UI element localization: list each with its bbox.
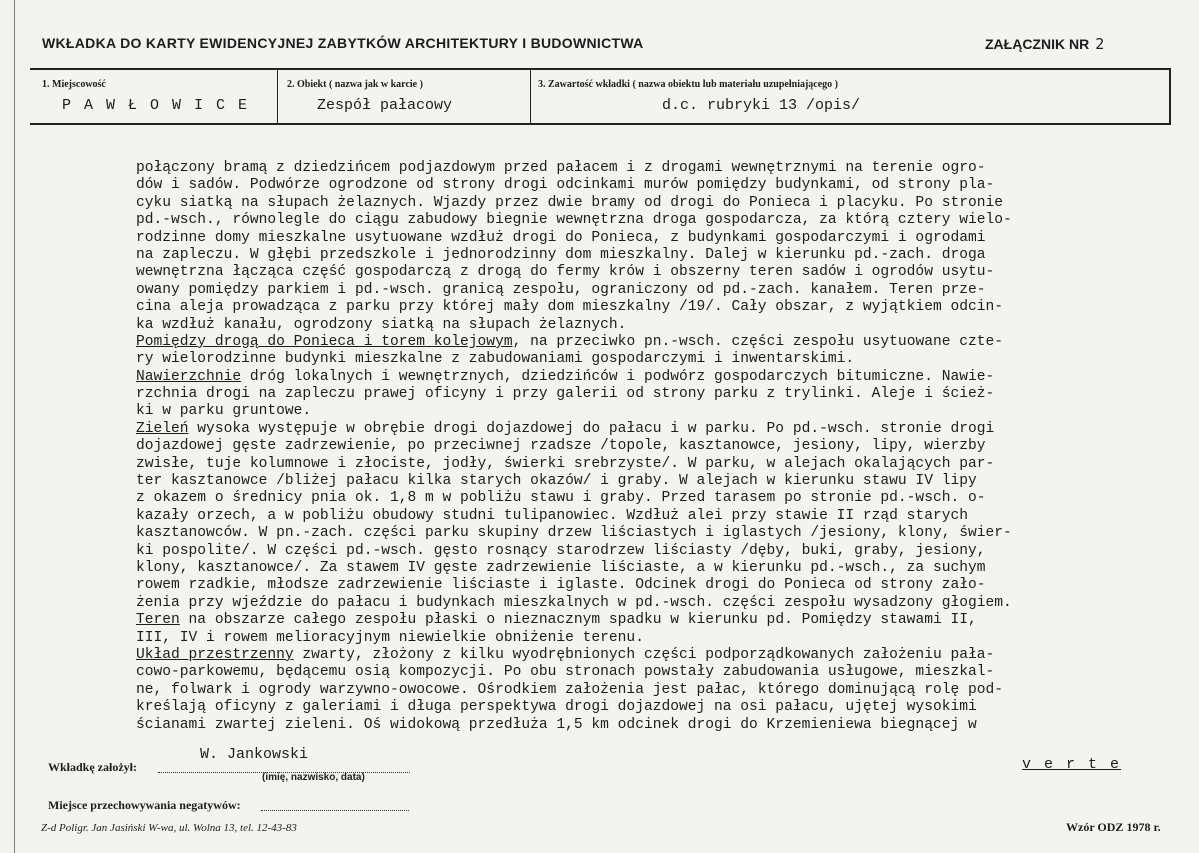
body-line: Układ przestrzenny zwarty, złożony z kilku wyodrębnionych części podporządkowanych założeniu pała- bbox=[136, 646, 995, 663]
negatives-dotted-line bbox=[261, 810, 409, 811]
fields-bottom-rule bbox=[30, 123, 1171, 125]
body-line: wewnętrzna łącząca część gospodarczą z drogą do fermy krów i obszerny teren sadów i ogrodów usytu- bbox=[136, 264, 995, 281]
object-label-paren: ( nazwa jak w karcie ) bbox=[328, 79, 423, 90]
content-label-text: 3. Zawartość wkładki bbox=[538, 79, 630, 90]
form-title: WKŁADKA DO KARTY EWIDENCYJNEJ ZABYTKÓW ARCHITEKTURY I BUDOWNICTWA bbox=[42, 35, 644, 51]
body-line: żenia przy wjeździe do pałacu i budynkach mieszkalnych w pd.-wsch. części zespołu wysadzony głogiem. bbox=[136, 594, 1012, 611]
description-text bbox=[136, 160, 1146, 734]
body-line: Pomiędzy drogą do Ponieca i torem kolejowym, na przeciwko pn.-wsch. części zespołu usytuowane czte- bbox=[136, 333, 1004, 350]
body-line: połączony bramą z dziedzińcem podjazdowym przed pałacem i z drogami wewnętrznymi na terenie ogro- bbox=[136, 160, 986, 176]
body-line: owany pomiędzy parkiem i pd.-wsch. granicą zespołu, ograniczony od pd.-zach. kanałem. Teren prze- bbox=[136, 281, 986, 298]
body-line: dojazdowej gęste zadrzewienie, po przeciwnej rzadsze /topole, kasztanowce, jesiony, lipy, wierzby bbox=[136, 438, 986, 455]
printer-imprint: Z-d Poligr. Jan Jasiński W-wa, ul. Wolna 13, tel. 12-43-83 bbox=[41, 822, 297, 834]
body-line: ka wzdłuż kanału, ogrodzony siatką na słupach żelaznych. bbox=[136, 316, 627, 333]
locality-value: P A W Ł O W I C E bbox=[62, 97, 250, 114]
body-line: Nawierzchnie dróg lokalnych i wewnętrznych, dziedzińców i podwórz gospodarczych bitumiczne. Nawie- bbox=[136, 368, 995, 385]
negatives-label: Miejsce przechowywania negatywów: bbox=[48, 798, 241, 812]
object-label bbox=[287, 79, 423, 90]
body-line: klony, kasztanowce/. Za stawem IV gęste zadrzewienie liściaste, a w kierunku pd.-wsch., za suchym bbox=[136, 559, 986, 576]
section-heading: Układ przestrzenny bbox=[136, 646, 294, 663]
body-line: III, IV i rowem melioracyjnym niewielkie obniżenie terenu. bbox=[136, 629, 644, 646]
form-code: Wzór ODZ 1978 r. bbox=[1066, 820, 1161, 834]
body-line: kazały orzech, a w pobliżu obudowy studni tulipanowiec. Wzdłuż alei przy stawie II rząd starych bbox=[136, 507, 968, 524]
section-heading: Nawierzchnie bbox=[136, 368, 242, 385]
annex-label bbox=[985, 35, 1104, 53]
body-line: zwisłe, tuje kolumnowe i złociste, jodły, świerki srebrzyste/. W parku, w alejach okalających par- bbox=[136, 455, 995, 472]
annex-label-text: ZAŁĄCZNIK NR bbox=[985, 36, 1090, 52]
body-line: ry wielorodzinne budynki mieszkalne z zabudowaniami gospodarczymi i inwentarskimi. bbox=[136, 351, 855, 368]
section-heading: Teren bbox=[136, 612, 180, 629]
body-line: Teren na obszarze całego zespołu płaski o nieznacznym spadku w kierunku pd. Pomiędzy stawami II, bbox=[136, 612, 977, 629]
inserted-by-label: Wkładkę założył: bbox=[48, 760, 137, 774]
body-line: ki w parku gruntowe. bbox=[136, 403, 312, 420]
body-line: dów i sadów. Podwórze ogrodzone od strony drogi odcinkami murów pomiędzy budynkami, od strony pla- bbox=[136, 177, 995, 194]
fields-divider-1 bbox=[277, 68, 278, 125]
body-line: na zapleczu. W głębi przedszkole i jednorodzinny dom mieszkalny. Dalej w kierunku pd.-zach. droga bbox=[136, 246, 986, 263]
body-line: ścianami zwartej zieleni. Oś widokową przedłuża 1,5 km odcinek drogi do Krzemieniewa biegnącej w bbox=[136, 716, 977, 733]
body-line: cowo-parkowemu, będącemu osią kompozycji. Po obu stronach powstały zabudowania usługowe, mieszkal- bbox=[136, 664, 995, 681]
section-heading: Zieleń bbox=[136, 420, 189, 437]
fields-right-rule bbox=[1169, 68, 1171, 125]
body-line: ter kasztanowce /bliżej pałacu kilka starych okazów/ i graby. W alejach w kierunku stawu IV lipy bbox=[136, 473, 977, 490]
content-label bbox=[538, 79, 838, 90]
body-line: pd.-wsch., równolegle do ciągu zabudowy biegnie wewnętrzna droga gospodarcza, za którą cztery wielo- bbox=[136, 212, 1012, 229]
verte-note: v e r t e bbox=[1022, 756, 1122, 773]
body-line: cyku siatką na słupach żelaznych. Wjazdy przez dwie bramy od drogi do Ponieca i placyku. Po stronie bbox=[136, 194, 1004, 211]
content-label-paren: ( nazwa obiektu lub materiału uzupełniającego ) bbox=[632, 79, 839, 90]
object-label-text: 2. Obiekt bbox=[287, 79, 327, 90]
body-line: ne, folwark i ogrody warzywno-owocowe. Ośrodkiem założenia jest pałac, którego dominującą rolę pod- bbox=[136, 681, 1004, 698]
body-line: ki pospolite/. W części pd.-wsch. gęsto rosnący starodrzew liściasty /dęby, buki, graby, jesiony, bbox=[136, 542, 986, 559]
body-line: rodzinne domy mieszkalne usytuowane wzdłuż drogi do Ponieca, z budynkami gospodarczymi i ogrodami bbox=[136, 229, 986, 246]
object-value: Zespół pałacowy bbox=[317, 97, 453, 114]
body-line: z okazem o średnicy pnia ok. 1,8 m w pobliżu stawu i graby. Przed tarasem po stronie pd.-wsch. o- bbox=[136, 490, 986, 507]
inserted-by-caption: (imię, nazwisko, data) bbox=[262, 772, 365, 783]
fields-top-rule bbox=[30, 68, 1171, 70]
locality-label: 1. Miejscowość bbox=[42, 79, 106, 90]
page-left-border bbox=[14, 0, 15, 853]
section-heading: Pomiędzy drogą do Ponieca i torem kolejowym bbox=[136, 333, 513, 350]
body-line: cina aleja prowadząca z parku przy której mały dom mieszkalny /19/. Cały obszar, z wyjątkiem odcin- bbox=[136, 299, 1004, 316]
body-line: kreślają oficyny z galeriami i długa perspektywa drogi dojazdowej na osi pałacu, ujętej wysokimi bbox=[136, 699, 977, 716]
body-line: Zieleń wysoka występuje w obrębie drogi dojazdowej do pałacu i w parku. Po pd.-wsch. stronie drogi bbox=[136, 420, 995, 437]
fields-divider-2 bbox=[530, 68, 531, 125]
content-value: d.c. rubryki 13 /opis/ bbox=[662, 97, 861, 114]
annex-number: 2 bbox=[1095, 35, 1105, 53]
body-line: kasztanowców. W pn.-zach. części parku skupiny drzew liściastych i iglastych /jesiony, klony, świer- bbox=[136, 525, 1012, 542]
body-line: rzchnia drogi na zapleczu prawej oficyny i przy galerii od strony parku z trylinki. Aleje i ścież- bbox=[136, 386, 995, 403]
inserted-by-value: W. Jankowski bbox=[200, 746, 309, 763]
body-line: rowem rzadkie, młodsze zadrzewienie liściaste i iglaste. Odcinek drogi do Ponieca od strony zało- bbox=[136, 577, 986, 594]
